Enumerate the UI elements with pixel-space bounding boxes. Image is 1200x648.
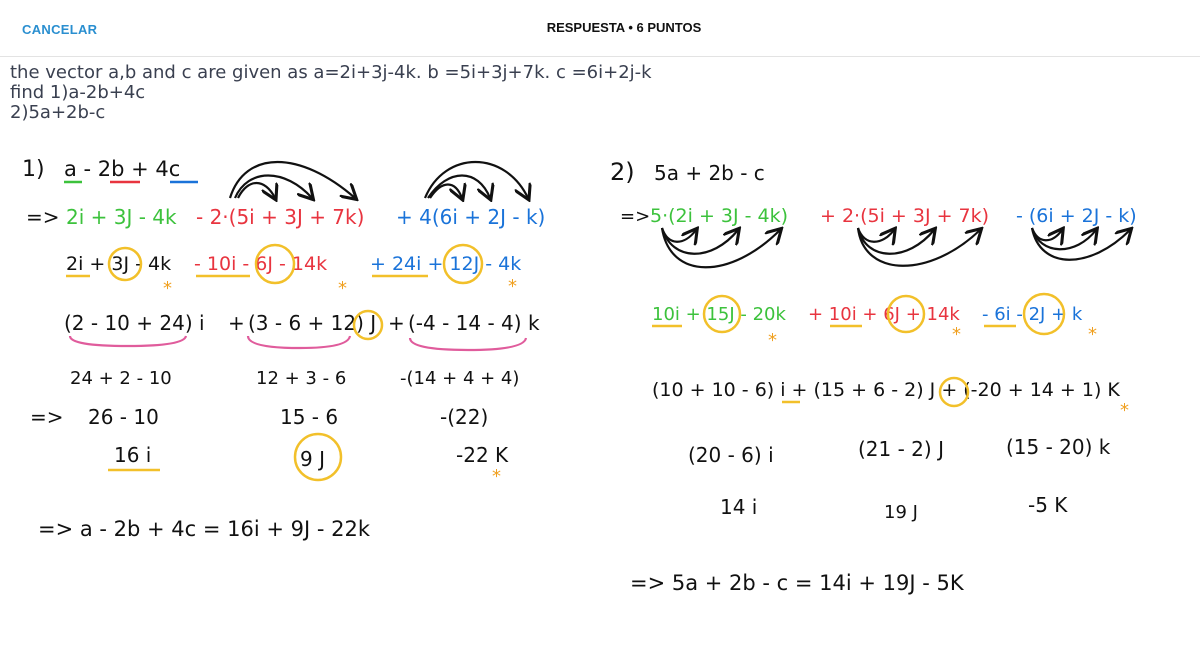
part2-line2-a: 10i + 15J - 20k [652,304,786,325]
implies-arrow: => [30,405,64,429]
page-title: RESPUESTA • 6 PUNTOS [546,20,702,35]
plus-sign: + [388,311,405,335]
part2-solution [610,158,1137,595]
part1-step2-k: -(22) [440,405,489,429]
part1-step-i: 24 + 2 - 10 [70,368,172,389]
part2-heading: 2) [610,158,635,186]
part1-line1-b: - 2·(5i + 3J + 7k) [196,205,365,229]
part1-step2-i: 26 - 10 [88,405,159,429]
part1-line2-b: - 10i - 6J - 14k [194,253,328,275]
part1-group-j: (3 - 6 + 12) J [248,311,377,335]
cancel-button[interactable]: CANCELAR [22,22,98,37]
part1-line1-c: + 4(6i + 2J - k) [396,205,546,229]
part1-heading: 1) [22,157,45,182]
part2-step-j: (21 - 2) J [858,437,944,461]
part2-final-answer: => 5a + 2b - c = 14i + 19J - 5K [630,571,964,595]
part2-line1-b: + 2·(5i + 3J + 7k) [820,205,990,227]
star-mark: * [1088,324,1097,345]
part1-line2-a: 2i + 3J - 4k [66,253,172,275]
part2-line2-c: - 6i - 2J + k [982,304,1083,325]
grouping-brace [70,336,186,346]
part2-expression: 5a + 2b - c [654,161,765,185]
part1-line2-c: + 24i + 12J - 4k [370,253,522,275]
star-mark: * [768,330,777,351]
part1-step-k: -(14 + 4 + 4) [400,368,520,389]
part1-step2-j: 15 - 6 [280,405,339,429]
star-mark: * [492,466,501,487]
plus-sign: + [228,311,245,335]
part1-group-k: (-4 - 14 - 4) k [408,311,540,335]
part2-line1-c: - (6i + 2J - k) [1016,205,1137,227]
implies-arrow: => [26,205,60,229]
part1-result-i: 16 i [114,443,152,467]
implies-arrow: => [620,206,651,227]
question-line-1: the vector a,b and c are given as a=2i+3j-4k. b =5i+3j+7k. c =6i+2j-k [10,62,652,83]
part1-result-k: -22 K [456,443,509,467]
question-line-2: find 1)a-2b+4c [10,82,146,103]
part2-line2-b: + 10i + 6J + 14k [808,304,960,325]
part2-result-j: 19 J [884,502,918,523]
part2-result-k: -5 K [1028,493,1068,517]
star-mark: * [508,276,517,297]
star-mark: * [338,278,347,299]
part1-result-j: 9 J [300,447,325,471]
part1-solution [22,157,545,541]
distribute-arrow [662,228,780,267]
part1-final-answer: => a - 2b + 4c = 16i + 9J - 22k [38,517,371,541]
part2-line1-a: 5·(2i + 3J - 4k) [650,205,789,227]
question-line-3: 2)5a+2b-c [10,102,106,123]
grouping-brace [410,338,526,350]
question-text [10,63,652,123]
top-bar [0,0,1200,57]
distribute-arrow [858,228,980,266]
part1-expression: a - 2b + 4c [64,157,181,181]
part2-result-i: 14 i [720,495,758,519]
part2-step-i: (20 - 6) i [688,443,774,467]
part1-group-i: (2 - 10 + 24) i [64,311,205,335]
star-mark: * [163,278,172,299]
part1-step-j: 12 + 3 - 6 [256,368,347,389]
star-mark: * [952,324,961,345]
part2-grouping: (10 + 10 - 6) i + (15 + 6 - 2) J + (-20 + 14 + 1) K [652,379,1120,401]
distribute-arrow [430,185,462,199]
part1-line1-a: 2i + 3J - 4k [66,205,177,229]
handwritten-answer-board [0,140,1200,640]
star-mark: * [1120,400,1129,421]
part2-step-k: (15 - 20) k [1006,435,1111,459]
grouping-brace [248,336,350,348]
